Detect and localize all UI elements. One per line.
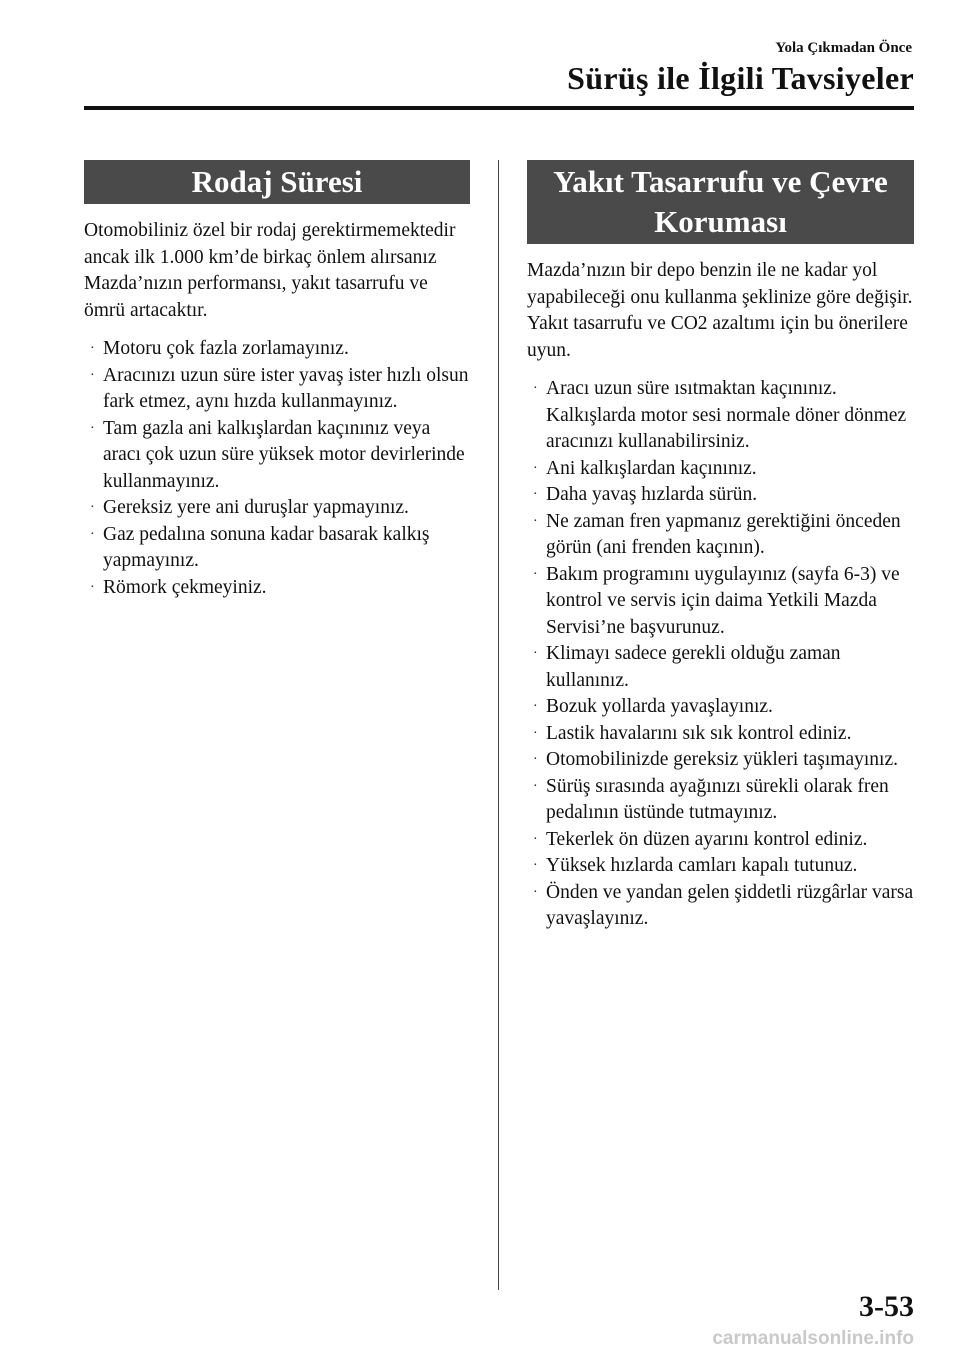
list-item: · Daha yavaş hızlarda sürün. bbox=[527, 482, 914, 509]
list-item: · Gereksiz yere ani duruşlar yapmayınız. bbox=[84, 495, 470, 522]
bullet-icon: · bbox=[533, 699, 538, 714]
bullet-icon: · bbox=[90, 500, 95, 515]
bullet-icon: · bbox=[533, 752, 538, 767]
bullet-icon: · bbox=[90, 526, 95, 542]
chapter-label: Yola Çıkmadan Önce bbox=[775, 40, 912, 56]
bullet-icon: · bbox=[533, 566, 538, 582]
list-item: · Ne zaman fren yapmanız gerektiğini önceden görün (ani frenden kaçının). bbox=[533, 510, 901, 558]
watermark: carmanualsonline.info bbox=[712, 1328, 914, 1349]
bullet-icon: · bbox=[533, 487, 538, 502]
list-item: · Sürüş sırasında ayağınızı sürekli olarak fren pedalının üstünde tutmayınız. bbox=[533, 775, 889, 823]
bullet-icon: · bbox=[533, 725, 538, 741]
intro-paragraph: Otomobiliniz özel bir rodaj gerektirmemektedir ancak ilk 1.000 km’de birkaç önlem alırsanız Mazda’nızın performansı, yakıt tasarrufu ve ömrü artacaktır. bbox=[84, 220, 456, 321]
list-item: · Klimayı sadece gerekli olduğu zaman kullanınız. bbox=[533, 643, 841, 691]
list-item: · Ani kalkışlardan kaçınınız. bbox=[527, 456, 914, 483]
list-item: · Aracınızı uzun süre ister yavaş ister hızlı olsun fark etmez, aynı hızda kullanmayınız. bbox=[90, 364, 469, 412]
section-heading-line2: Koruması bbox=[654, 204, 787, 239]
bullet-icon: · bbox=[533, 460, 538, 476]
list-item: · Römork çekmeyiniz. bbox=[84, 575, 470, 602]
list-item: · Tekerlek ön düzen ayarını kontrol ediniz. bbox=[527, 827, 914, 854]
left-column bbox=[84, 160, 470, 601]
section-heading-yakit bbox=[527, 160, 914, 244]
list-item: · Yüksek hızlarda camları kapalı tutunuz. bbox=[527, 853, 914, 880]
column-divider bbox=[498, 160, 499, 1290]
header-rule bbox=[84, 106, 914, 110]
bullet-list bbox=[527, 376, 914, 933]
list-item: · Lastik havalarını sık sık kontrol ediniz. bbox=[527, 721, 914, 748]
list-item: · Motoru çok fazla zorlamayınız. bbox=[84, 336, 470, 363]
bullet-icon: · bbox=[533, 831, 538, 847]
bullet-icon: · bbox=[90, 341, 95, 356]
bullet-list bbox=[84, 336, 470, 601]
right-column bbox=[527, 160, 914, 933]
page-number: 3-53 bbox=[859, 1290, 914, 1323]
bullet-icon: · bbox=[90, 367, 95, 383]
list-item: · Bozuk yollarda yavaşlayınız. bbox=[527, 694, 914, 721]
bullet-icon: · bbox=[533, 858, 538, 873]
section-heading-rodaj: Rodaj Süresi bbox=[84, 160, 470, 204]
bullet-icon: · bbox=[90, 579, 95, 595]
section-heading-line1: Yakıt Tasarrufu ve Çevre bbox=[553, 164, 888, 199]
bullet-icon: · bbox=[533, 778, 538, 794]
bullet-icon: · bbox=[90, 420, 95, 436]
intro-paragraph: Mazda’nızın bir depo benzin ile ne kadar yol yapabileceği onu kullanma şeklinize göre değişir. Yakıt tasarrufu ve CO2 azaltımı için bu önerilere uyun. bbox=[527, 260, 913, 361]
list-item: · Otomobilinizde gereksiz yükleri taşımayınız. bbox=[527, 747, 914, 774]
list-item: · Bakım programını uygulayınız (sayfa 6-3) ve kontrol ve servis için daima Yetkili Mazda Servisi’ne başvurunuz. bbox=[533, 563, 900, 638]
list-item: · Aracı uzun süre ısıtmaktan kaçınınız. Kalkışlarda motor sesi normale döner dönmez aracınızı kullanabilirsiniz. bbox=[533, 378, 907, 452]
bullet-icon: · bbox=[533, 513, 538, 529]
list-item: · Önden ve yandan gelen şiddetli rüzgârlar varsa yavaşlayınız. bbox=[533, 881, 914, 929]
list-item: · Gaz pedalına sonuna kadar basarak kalkış yapmayınız. bbox=[90, 523, 430, 571]
bullet-icon: · bbox=[533, 646, 538, 661]
list-item: · Tam gazla ani kalkışlardan kaçınınız veya aracı çok uzun süre yüksek motor devirlerinde kullanmayınız. bbox=[90, 417, 465, 492]
page-title: Sürüş ile İlgili Tavsiyeler bbox=[567, 60, 914, 96]
bullet-icon: · bbox=[533, 381, 538, 396]
bullet-icon: · bbox=[533, 884, 538, 900]
